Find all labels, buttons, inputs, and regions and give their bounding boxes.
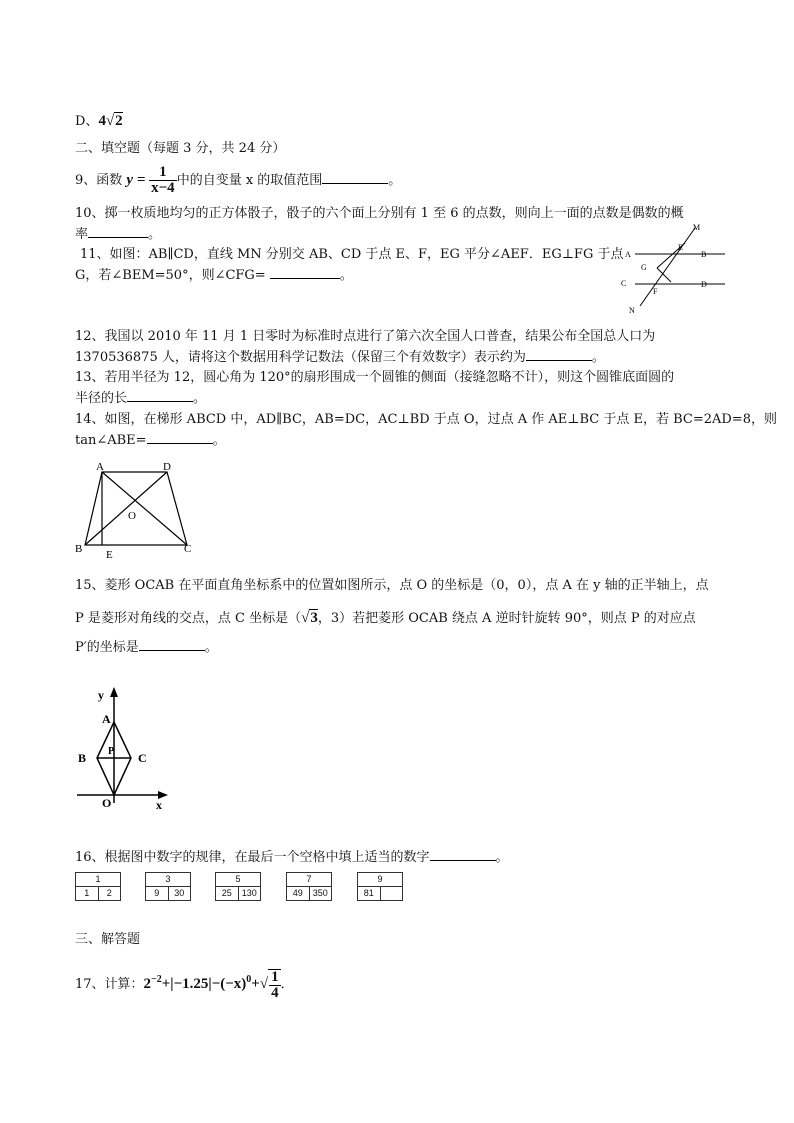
question-12-line1: 12、我国以 2010 年 11 月 1 日零时为标准时点进行了第六次全国人口普查，结果公布全国总人口为: [75, 329, 656, 344]
pattern-box-1: 1 1 2: [75, 872, 121, 901]
label-d: D: [163, 461, 171, 473]
section-3-heading: 三、解答题: [75, 932, 141, 947]
answer-blank[interactable]: [127, 389, 193, 402]
answer-blank[interactable]: [430, 848, 496, 861]
fraction: $\frac{1}{x-4}$: [151, 164, 175, 196]
label-p: P: [108, 746, 115, 757]
label-d: D: [701, 280, 707, 289]
pattern-box-3: 5 25 130: [215, 872, 261, 901]
question-17: 17、计算：$2^{-2}+|-1.25|-(-x)^0+√$ $\frac{1}{4}$ ．: [75, 968, 294, 1001]
question-14-line2: tan∠ABE= 。: [75, 433, 226, 448]
pattern-box-2: 3 9 30: [145, 872, 191, 901]
answer-blank[interactable]: [88, 225, 148, 238]
question-9: 9、函数 y = $\frac{1}{x-4}$ 中的自变量 x 的取值范围 。: [75, 164, 402, 196]
question-12-line2: 1370536875 人，请将这个数据用科学记数法（保留三个有效数字）表示约为 。: [75, 350, 605, 365]
label-a: A: [102, 712, 111, 726]
question-10-line2: 率 。: [75, 227, 162, 242]
question-13-line1: 13、若用半径为 12，圆心角为 120°的扇形围成一个圆锥的侧面（接缝忽略不计），则这个圆锥底面圆的: [75, 370, 675, 385]
label-o: O: [102, 796, 112, 810]
question-14-line1: 14、如图，在梯形 ABCD 中，AD∥BC，AB=DC，AC⊥BD 于点 O，过点 A 作 AE⊥BC 于点 E，若 BC=2AD=8，则: [75, 412, 777, 427]
label-x: x: [156, 798, 162, 810]
question-15-line2: P 是菱形对角线的交点，点 C 坐标是（√3，3）若把菱形 OCAB 绕点 A 逆时针旋转 90°，则点 P 的对应点: [75, 610, 696, 626]
label-b: B: [701, 250, 707, 259]
label-y: y: [98, 688, 104, 702]
label-e: E: [106, 549, 113, 560]
label-o: O: [128, 510, 136, 522]
question-11-line1: 11、如图：AB∥CD，直线 MN 分别交 AB、CD 于点 E、F，EG 平分∠AEF．EG⊥FG 于点: [80, 247, 624, 262]
label-c: C: [621, 279, 627, 288]
sqrt-fraction: $\frac{1}{4}$: [268, 969, 281, 1001]
label-f: F: [653, 287, 658, 296]
label-m: M: [693, 223, 701, 232]
label-a: A: [96, 461, 104, 473]
label-a: A: [625, 250, 631, 259]
answer-blank[interactable]: [139, 638, 205, 651]
label-c: C: [184, 543, 192, 555]
question-15-line1: 15、菱形 OCAB 在平面直角坐标系中的位置如图所示，点 O 的坐标是（0，0），点 A 在 y 轴的正半轴上，点: [75, 578, 709, 593]
figure-parallel-lines: [615, 218, 730, 316]
figure-trapezoid: [72, 460, 202, 560]
question-10-line1: 10、掷一枚质地均匀的正方体骰子，骰子的六个面上分别有 1 至 6 的点数，则向上一面的点数是偶数的概: [75, 206, 684, 221]
label-n: N: [629, 306, 635, 315]
question-15-line3: P′的坐标是 。: [75, 640, 218, 655]
question-13-line2: 半径的长 。: [75, 391, 207, 406]
answer-blank[interactable]: [322, 171, 388, 184]
answer-blank[interactable]: [270, 266, 340, 279]
label-c: C: [138, 751, 147, 765]
label-b: B: [75, 543, 83, 555]
label-e: E: [678, 243, 683, 252]
section-2-heading: 二、填空题（每题 3 分，共 24 分）: [75, 141, 286, 156]
answer-blank[interactable]: [526, 348, 592, 361]
answer-blank[interactable]: [147, 431, 213, 444]
figure-rhombus: [72, 685, 172, 810]
question-16: 16、根据图中数字的规律，在最后一个空格中填上适当的数字 。: [75, 850, 509, 865]
option-d: D、4√2: [75, 113, 123, 129]
pattern-box-4: 7 49 350: [286, 872, 332, 901]
question-11-line2: G，若∠BEM=50°，则∠CFG= 。: [75, 268, 353, 283]
pattern-box-5: 9 81: [357, 872, 403, 901]
label-g: G: [641, 263, 647, 272]
label-b: B: [78, 751, 87, 765]
